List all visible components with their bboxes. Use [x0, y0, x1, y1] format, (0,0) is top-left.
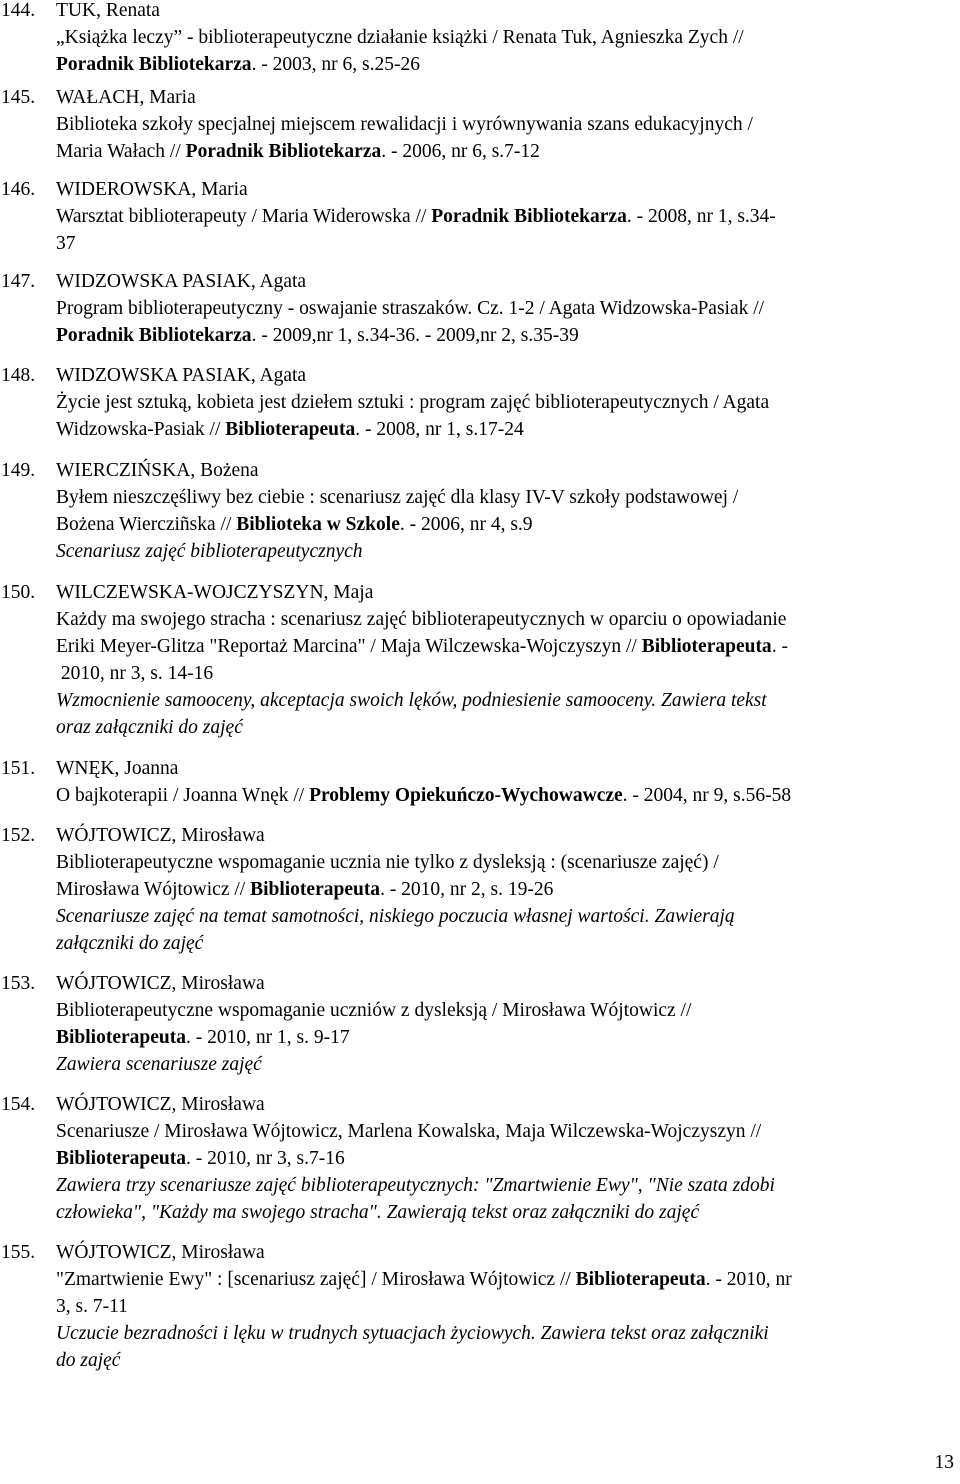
entry-title: Każdy ma swojego stracha : scenariusz zajęć biblioterapeutycznych w oparciu o opowiadanie	[56, 609, 787, 630]
entry-title-end: Mirosława Wójtowicz //	[56, 879, 251, 900]
entry-annotation: Uczucie bezradności i lęku w trudnych sytuacjach życiowych. Zawiera tekst oraz załączniki	[56, 1323, 769, 1344]
entry-author: WÓJTOWICZ, Mirosława	[56, 825, 265, 846]
entry-number: 148.	[1, 365, 36, 386]
entry-annotation-cont: do zajęć	[56, 1350, 121, 1371]
entry-title-end: Bożena Wiercziñska //	[56, 514, 237, 535]
entry-source: Biblioterapeuta	[250, 879, 381, 900]
entry-details: . - 2004, nr 9, s.56-58	[622, 785, 792, 806]
entry-155	[0, 1239, 960, 1374]
entry-source: Poradnik Bibliotekarza	[56, 54, 252, 75]
entry-146	[0, 176, 960, 257]
entry-154	[0, 1091, 960, 1226]
entry-144	[0, 0, 960, 78]
entry-number: 150.	[1, 582, 36, 603]
entry-title: Życie jest sztuką, kobieta jest dziełem sztuki : program zajęć biblioterapeutycznych / Agata	[56, 392, 770, 413]
entry-source-line	[56, 1266, 960, 1293]
entry-details-cont: 37	[56, 233, 76, 254]
entry-number: 153.	[1, 973, 36, 994]
entry-source-line	[56, 138, 960, 165]
entry-number: 151.	[1, 758, 36, 779]
entry-annotation: Zawiera scenariusze zajęć	[56, 1054, 262, 1075]
entry-source: Biblioterapeuta	[56, 1148, 186, 1169]
entry-source: Biblioterapeuta	[56, 1027, 186, 1048]
entry-title: Biblioterapeutyczne wspomaganie uczniów z dysleksją / Mirosława Wójtowicz //	[56, 1000, 692, 1021]
entry-147	[0, 268, 960, 349]
entry-author: WÓJTOWICZ, Mirosława	[56, 1094, 265, 1115]
entry-details-cont: 3, s. 7-11	[56, 1296, 128, 1317]
entry-number: 155.	[1, 1242, 36, 1263]
entry-annotation: Zawiera trzy scenariusze zajęć biblioterapeutycznych: "Zmartwienie Ewy", "Nie szata zdobi	[56, 1175, 775, 1196]
entry-title: Biblioterapeutyczne wspomaganie ucznia nie tylko z dysleksją : (scenariusze zajęć) /	[56, 852, 719, 873]
entry-title: Scenariusze / Mirosława Wójtowicz, Marlena Kowalska, Maja Wilczewska-Wojczyszyn //	[56, 1121, 762, 1142]
entry-title-end: Widzowska-Pasiak //	[56, 419, 226, 440]
entry-details: . - 2006, nr 6, s.7-12	[381, 141, 540, 162]
entry-author: WIDZOWSKA PASIAK, Agata	[56, 365, 307, 386]
entry-source: Poradnik Bibliotekarza	[431, 206, 627, 227]
entry-annotation-cont: załączniki do zajęć	[56, 933, 204, 954]
entry-source: Poradnik Bibliotekarza	[185, 141, 382, 162]
entry-number: 145.	[1, 87, 36, 108]
entry-details: . -	[771, 636, 788, 657]
entry-details: . - 2009,nr 1, s.34-36. - 2009,nr 2, s.35-39	[251, 325, 579, 346]
entry-title: Program biblioterapeutyczny - oswajanie straszaków. Cz. 1-2 / Agata Widzowska-Pasiak //	[56, 298, 765, 319]
entry-148	[0, 362, 960, 443]
entry-152	[0, 822, 960, 957]
entry-source-line	[56, 1145, 960, 1172]
entry-details: . - 2008, nr 1, s.17-24	[355, 419, 524, 440]
entry-149	[0, 457, 960, 565]
entry-source-line	[56, 1024, 960, 1051]
entry-source-line	[56, 416, 960, 443]
entry-source-line	[56, 782, 960, 809]
entry-annotation-cont: oraz załączniki do zajęć	[56, 717, 243, 738]
entry-title-end: Eriki Meyer-Glitza "Reportaż Marcina" / Maja Wilczewska-Wojczyszyn //	[56, 636, 642, 657]
entry-author: WIDEROWSKA, Maria	[56, 179, 248, 200]
entry-annotation: Wzmocnienie samooceny, akceptacja swoich lęków, podniesienie samooceny. Zawiera tekst	[56, 690, 767, 711]
entry-author: WÓJTOWICZ, Mirosława	[56, 973, 265, 994]
entry-details: . - 2010, nr	[705, 1269, 792, 1290]
entry-source-line	[56, 51, 960, 78]
entry-annotation: Scenariusze zajęć na temat samotności, niskiego poczucia własnej wartości. Zawierają	[56, 906, 735, 927]
entry-source-line	[56, 633, 960, 660]
entry-number: 149.	[1, 460, 36, 481]
entry-details: . - 2003, nr 6, s.25-26	[251, 54, 421, 75]
entry-150	[0, 579, 960, 741]
entry-details: . - 2008, nr 1, s.34-	[626, 206, 776, 227]
entry-source-line	[56, 876, 960, 903]
entry-title: O bajkoterapii / Joanna Wnęk //	[56, 785, 310, 806]
entry-title-end: Maria Wałach //	[56, 141, 186, 162]
entry-source-line	[56, 322, 960, 349]
entry-title: "Zmartwienie Ewy" : [scenariusz zajęć] / Mirosława Wójtowicz //	[56, 1269, 576, 1290]
entry-title: „Książka leczy” - biblioterapeutyczne działanie książki / Renata Tuk, Agnieszka Zych //	[56, 27, 744, 48]
entry-title: Byłem nieszczęśliwy bez ciebie : scenariusz zajęć dla klasy IV-V szkoły podstawowej /	[56, 487, 739, 508]
entry-number: 146.	[1, 179, 36, 200]
entry-source: Biblioterapeuta	[225, 419, 356, 440]
entry-source-line	[56, 511, 960, 538]
entry-151	[0, 755, 960, 809]
entry-source: Biblioterapeuta	[575, 1269, 706, 1290]
entry-source-line	[56, 203, 960, 230]
entry-source: Poradnik Bibliotekarza	[56, 325, 252, 346]
entry-details: . - 2010, nr 3, s.7-16	[186, 1148, 345, 1169]
entry-details-cont: 2010, nr 3, s. 14-16	[56, 663, 214, 684]
entry-number: 154.	[1, 1094, 36, 1115]
entry-153	[0, 970, 960, 1078]
entry-source: Biblioterapeuta	[641, 636, 772, 657]
entry-number: 147.	[1, 271, 36, 292]
entry-author: WNĘK, Joanna	[56, 758, 179, 779]
entry-number: 144.	[1, 0, 36, 21]
entry-author: WÓJTOWICZ, Mirosława	[56, 1242, 265, 1263]
entry-source: Problemy Opiekuńczo-Wychowawcze	[309, 785, 623, 806]
entry-title: Biblioteka szkoły specjalnej miejscem rewalidacji i wyrównywania szans edukacyjnych /	[56, 114, 753, 135]
entry-number: 152.	[1, 825, 36, 846]
entry-source: Biblioteka w Szkole	[236, 514, 400, 535]
entry-details: . - 2006, nr 4, s.9	[399, 514, 533, 535]
entry-author: WIERCZIŃSKA, Bożena	[56, 460, 259, 481]
entry-details: . - 2010, nr 2, s. 19-26	[380, 879, 554, 900]
entry-author: WAŁACH, Maria	[56, 87, 196, 108]
entry-title: Warsztat biblioterapeuty / Maria Widerowska //	[56, 206, 432, 227]
entry-annotation: Scenariusz zajęć biblioterapeutycznych	[56, 541, 363, 562]
entry-details: . - 2010, nr 1, s. 9-17	[186, 1027, 350, 1048]
page-number: 13	[934, 1452, 954, 1473]
entry-annotation-cont: człowieka", "Każdy ma swojego stracha". Zawierają tekst oraz załączniki do zajęć	[56, 1202, 700, 1223]
entry-145	[0, 84, 960, 165]
entry-author: WILCZEWSKA-WOJCZYSZYN, Maja	[56, 582, 374, 603]
entry-author: TUK, Renata	[56, 0, 160, 21]
entry-author: WIDZOWSKA PASIAK, Agata	[56, 271, 307, 292]
